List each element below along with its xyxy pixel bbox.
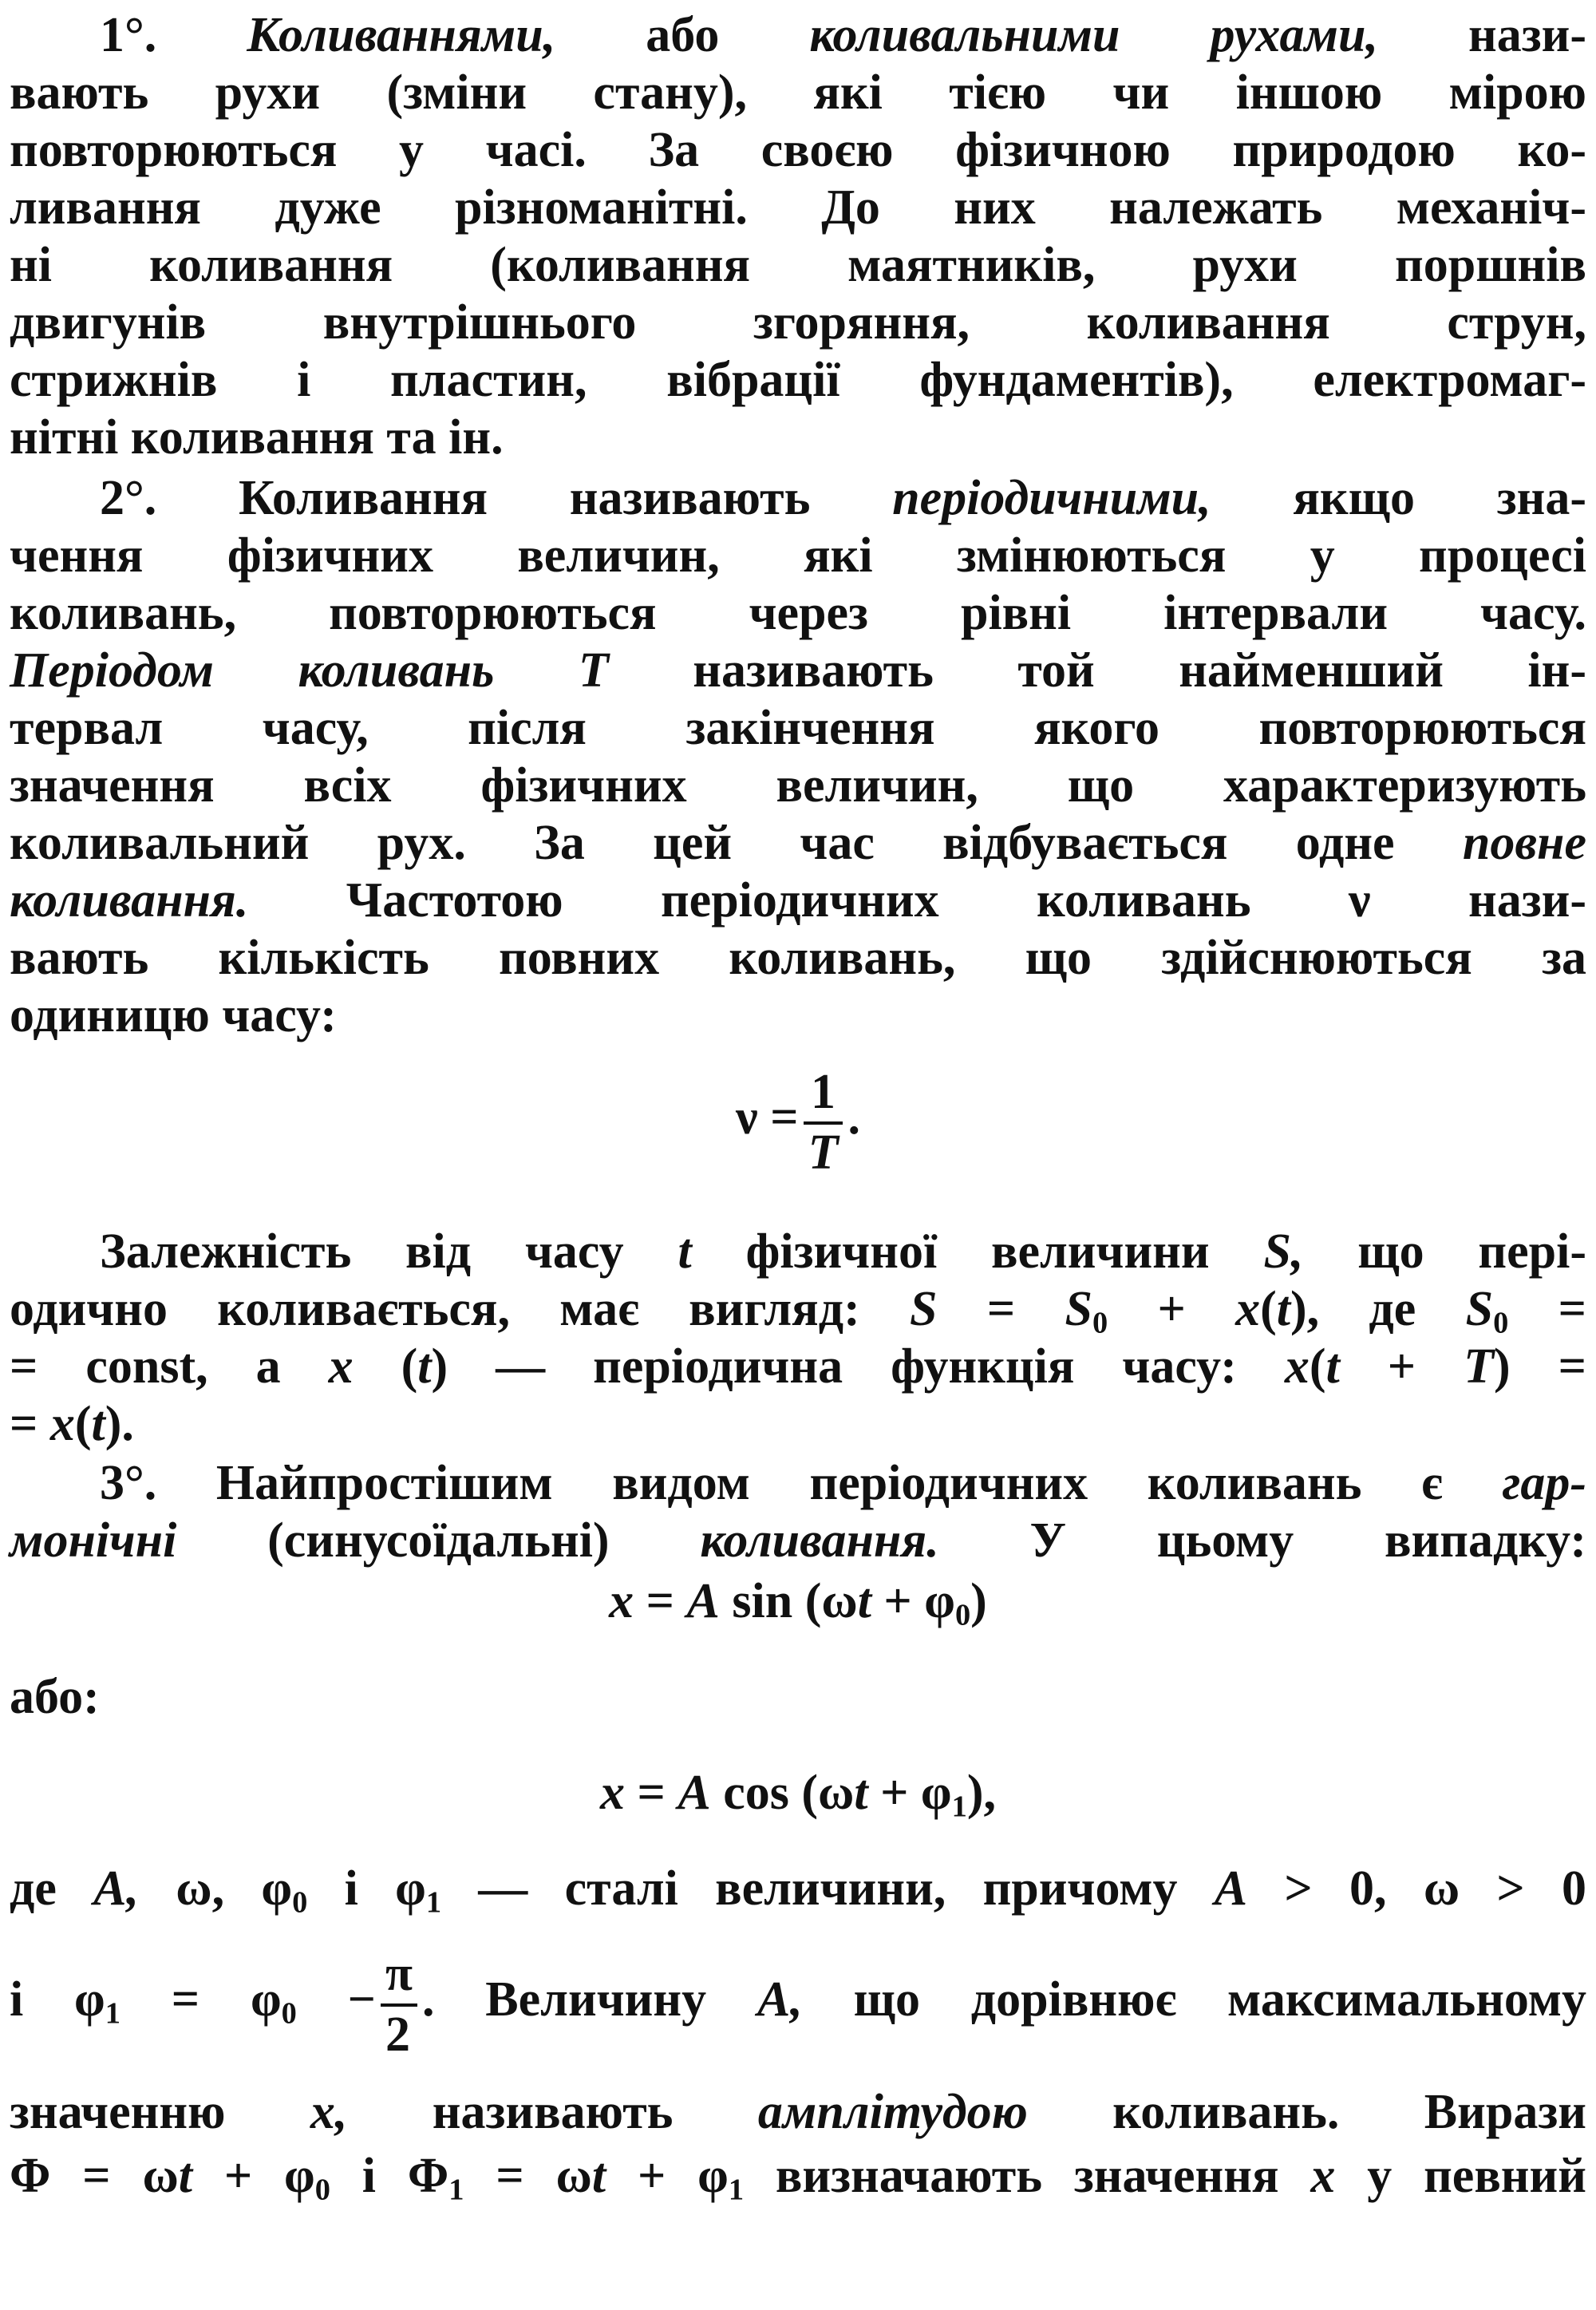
p1-line-8: нітні коливання та ін. bbox=[10, 410, 504, 465]
p2-line-4: Періодом коливань T називають той найменший ін- bbox=[10, 643, 1586, 698]
p3-line-3: = const, а x (t) — періодична функція часу: x(t + T) = bbox=[10, 1339, 1586, 1394]
fraction-pi-over-2: $\frac{\pi}{2}$ bbox=[381, 1949, 417, 2059]
p3-line-2: одично коливається, має вигляд: $S = S_0 + x(t)$, де $S_0$ = bbox=[10, 1282, 1586, 1340]
p1-line-1: 1°. Коливаннями, або коливальними рухами, нази- bbox=[100, 8, 1586, 62]
p2-line-9: вають кількість повних коливань, що здійснюються за bbox=[10, 931, 1586, 985]
p1-line-2: вають рухи (зміни стану), які тією чи іншою мірою bbox=[10, 65, 1586, 120]
frequency-formula: ν = $\frac{1}{T}$ . bbox=[736, 1064, 860, 1180]
abo-label: або: bbox=[10, 1670, 100, 1724]
p4-line-6: $\Phi = \omega t + \varphi_0$ і $\Phi_1 = \omega t + \varphi_1$ визначають значення x у певний bbox=[10, 2149, 1586, 2207]
p4-line-3: де A, ω, $\varphi_0$ і $\varphi_1$ — сталі величини, причому A > 0, ω > 0 bbox=[10, 1861, 1587, 1920]
p4-line-1: 3°. Найпростішим видом періодичних коливань є гар- bbox=[100, 1456, 1586, 1510]
p2-line-1: 2°. Коливання називають періодичними, якщо зна- bbox=[100, 471, 1586, 525]
p2-line-3: коливань, повторюються через рівні інтервали часу. bbox=[10, 586, 1586, 640]
p1-line-3: повторюються у часі. За своєю фізичною природою ко- bbox=[10, 123, 1586, 177]
p2-line-7: коливальний рух. За цей час відбувається одне повне bbox=[10, 816, 1586, 870]
p2-line-10: одиницю часу: bbox=[10, 988, 337, 1042]
p2-line-5: тервал часу, після закінчення якого повторюються bbox=[10, 701, 1586, 755]
p4-line-5: значенню x, називають амплітудою коливань. Вирази bbox=[10, 2085, 1586, 2139]
sine-formula: x = A $\sin (\omega t + \varphi_0)$ bbox=[609, 1574, 987, 1632]
p1-line-6: двигунів внутрішнього згоряння, коливання струн, bbox=[10, 295, 1586, 350]
p3-line-4: = x(t). bbox=[10, 1397, 134, 1451]
p1-line-5: ні коливання (коливання маятників, рухи поршнів bbox=[10, 238, 1586, 292]
p1-line-4: ливання дуже різноманітні. До них належать механіч- bbox=[10, 180, 1586, 235]
fraction-1-over-t: $\frac{1}{T}$ bbox=[804, 1067, 843, 1177]
p2-line-2: чення фізичних величин, які змінюються у процесі bbox=[10, 528, 1586, 583]
p4-line-4: і $\varphi_1 = \varphi_0$ − $\frac{\pi}{2}$ . Величину A, що дорівнює максимальному bbox=[10, 1946, 1586, 2062]
p3-line-1: Залежність від часу t фізичної величини S, що пері- bbox=[100, 1224, 1586, 1279]
p1-line-7: стрижнів і пластин, вібрації фундаментів), електромаг- bbox=[10, 353, 1586, 407]
p2-line-6: значення всіх фізичних величин, що характеризують bbox=[10, 758, 1586, 813]
p2-line-8: коливання. Частотою періодичних коливань ν нази- bbox=[10, 873, 1586, 928]
cosine-formula: x = A $\cos (\omega t + \varphi_1)$, bbox=[600, 1766, 996, 1824]
p4-line-2: монічні (синусоїдальні) коливання. У цьому випадку: bbox=[10, 1513, 1586, 1568]
